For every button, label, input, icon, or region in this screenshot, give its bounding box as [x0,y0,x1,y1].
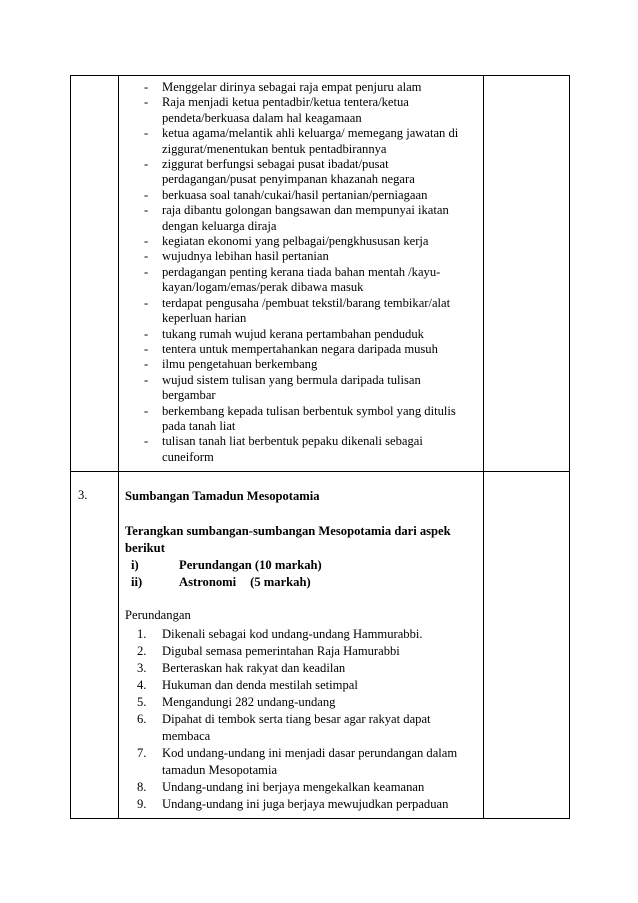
bullet-text: tukang rumah wujud kerana pertambahan penduduk [162,326,424,341]
list-item-text: Hukuman dan denda mestilah setimpal [162,678,358,692]
bullet-item [144,157,473,188]
marks-cell [484,76,570,472]
list-item-number: 4. [137,678,147,692]
list-item-text: Kod undang-undang ini menjadi dasar perundangan dalam tamadun Mesopotamia [162,746,458,777]
list-item-text: Undang-undang ini berjaya mengekalkan keamanan [162,780,425,794]
bullet-text: tentera untuk mempertahankan negara daripada musuh [162,341,438,356]
number-cell [71,472,119,819]
dash-marker: - [144,126,149,141]
list-item [137,711,473,745]
sub-question-label: Astronomi [179,575,237,589]
list-item [137,745,473,779]
bullet-text: ketua agama/melantik ahli keluarga/ memegang jawatan di ziggurat/menentukan bentuk pentadbirannya [162,126,459,156]
list-item [137,694,473,711]
bullet-text: berkuasa soal tanah/cukai/hasil pertanian/perniagaan [162,187,428,202]
bullet-text: kegiatan ekonomi yang pelbagai/pengkhususan kerja [162,234,429,249]
bullet-text: terdapat pengusaha /pembuat tekstil/barang tembikar/alat keperluan harian [162,295,451,326]
marks-cell [484,472,570,819]
number-cell [71,76,119,472]
bullet-text: Menggelar dirinya sebagai raja empat penjuru alam [162,80,422,94]
bullet-text: wujudnya lebihan hasil pertanian [162,249,329,264]
question-text: Terangkan sumbangan-sumbangan Mesopotamia dari aspek berikut [125,524,451,555]
list-item-text: Berteraskan hak rakyat dan keadilan [162,661,346,675]
answer-points [125,626,473,813]
dash-marker: - [144,157,149,172]
dash-marker: - [144,264,149,279]
bullet-text: ilmu pengetahuan berkembang [162,357,318,372]
bullet-list [119,80,483,465]
bullet-item [144,126,473,157]
bullet-text: berkembang kepada tulisan berbentuk symbol yang ditulis pada tanah liat [162,403,456,433]
list-item [137,660,473,677]
list-item-text: Dipahat di tembok serta tiang besar agar rakyat dapat membaca [162,712,431,743]
sub-question [125,574,473,591]
bullet-text: raja dibantu golongan bangsawan dan mempunyai ikatan dengan keluarga diraja [162,203,449,233]
bullet-item [144,249,473,264]
bullet-item [144,357,473,372]
list-item-text: Dikenali sebagai kod undang-undang Hammurabbi. [162,627,423,641]
dash-marker: - [144,372,149,387]
bullet-text: tulisan tanah liat berbentuk pepaku dikenali sebagai cuneiform [162,434,423,464]
list-item-text: Mengandungi 282 undang-undang [162,695,336,709]
bullet-item [144,80,473,95]
content-cell [119,76,484,472]
list-item-number: 7. [137,746,147,760]
dash-marker: - [144,295,149,310]
dash-marker: - [144,95,149,110]
list-item [137,626,473,643]
list-item-number: 8. [137,780,147,794]
question-number: 3. [78,488,88,502]
bullet-text: Raja menjadi ketua pentadbir/ketua tentera/ketua pendeta/berkuasa dalam hal keagamaan [162,95,409,125]
bullet-text: ziggurat berfungsi sebagai pusat ibadat/pusat perdagangan/pusat penyimpanan khazanah negara [162,157,415,187]
bullet-item [144,373,473,404]
answer-subheading: Perundangan [125,608,191,622]
dash-marker: - [144,249,149,264]
bullet-item [144,404,473,435]
bullet-item [144,265,473,296]
list-item [137,643,473,660]
section-title: Sumbangan Tamadun Mesopotamia [125,489,320,503]
dash-marker: - [144,234,149,249]
dash-marker: - [144,434,149,449]
dash-marker: - [144,341,149,356]
list-item-number: 3. [137,661,147,675]
sub-question-label: Perundangan (10 markah) [179,558,322,572]
document-table [70,75,570,819]
table-row [71,472,570,819]
dash-marker: - [144,203,149,218]
list-item [137,677,473,694]
content-cell [119,472,484,819]
bullet-item [144,203,473,234]
bullet-text: perdagangan penting kerana tiada bahan mentah /kayu-kayan/logam/emas/perak dibawa masuk [162,264,441,295]
bullet-item [144,188,473,203]
list-item-number: 5. [137,695,147,709]
dash-marker: - [144,80,149,94]
table-row [71,76,570,472]
sub-question [125,557,473,574]
list-item-number: 1. [137,627,147,641]
bullet-item [144,95,473,126]
bullet-item [144,296,473,327]
list-item-number: 2. [137,644,147,658]
dash-marker: - [144,403,149,418]
bullet-item [144,327,473,342]
dash-marker: - [144,357,149,372]
list-item [137,796,473,813]
list-item [137,779,473,796]
bullet-text: wujud sistem tulisan yang bermula daripada tulisan bergambar [162,372,421,403]
list-item-text: Digubal semasa pemerintahan Raja Hamurabbi [162,644,400,658]
bullet-item [144,234,473,249]
dash-marker: - [144,187,149,202]
dash-marker: - [144,326,149,341]
list-item-number: 9. [137,797,147,811]
sub-question-number: i) [131,558,139,572]
list-item-number: 6. [137,712,147,726]
bullet-item [144,342,473,357]
bullet-item [144,434,473,465]
list-item-text: Undang-undang ini juga berjaya mewujudkan perpaduan [162,797,449,811]
sub-question-marks: (5 markah) [250,575,311,589]
sub-question-number: ii) [131,575,143,589]
